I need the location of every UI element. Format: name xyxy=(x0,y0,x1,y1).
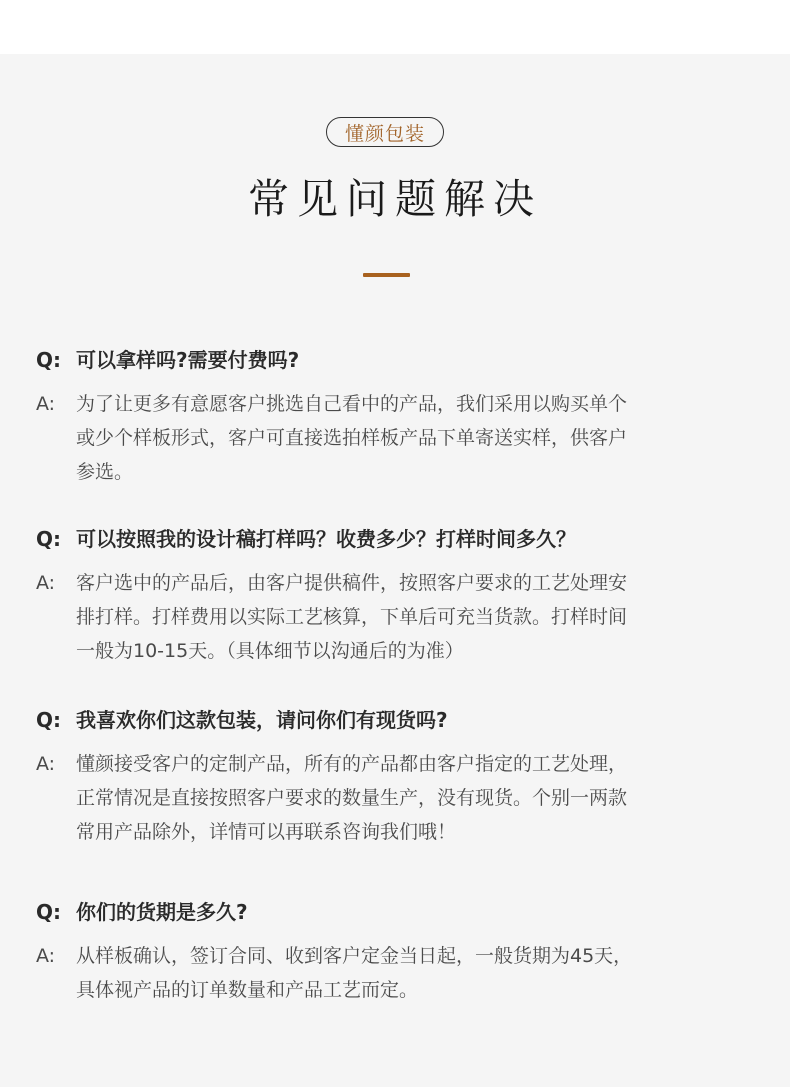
faq-answer xyxy=(36,566,756,668)
faq-answer xyxy=(36,387,756,489)
question-text: 可以拿样吗?需要付费吗? xyxy=(76,348,300,372)
faq-panel xyxy=(0,54,790,1087)
faq-question xyxy=(36,705,756,735)
faq-answer xyxy=(36,747,756,849)
question-prefix: Q: xyxy=(36,348,61,372)
faq-answer xyxy=(36,939,756,1007)
answer-text: 客户选中的产品后，由客户提供稿件，按照客户要求的工艺处理安 排打样。打样费用以实际工艺核算，下单后可充当货款。打样时间 一般为10-15天。（具体细节以沟通后的为准） xyxy=(76,572,628,662)
faq-question xyxy=(36,897,756,927)
faq-question xyxy=(36,524,756,554)
title-underline xyxy=(363,273,410,277)
question-prefix: Q: xyxy=(36,527,61,551)
faq-item xyxy=(36,705,756,849)
faq-item xyxy=(36,524,756,668)
answer-text: 懂颜接受客户的定制产品，所有的产品都由客户指定的工艺处理， 正常情况是直接按照客户要求的数量生产，没有现货。个别一两款 常用产品除外，详情可以再联系咨询我们哦！ xyxy=(76,753,628,843)
answer-prefix: A: xyxy=(36,753,56,775)
question-prefix: Q: xyxy=(36,708,61,732)
faq-question xyxy=(36,345,756,375)
question-text: 你们的货期是多久? xyxy=(76,900,248,924)
question-text: 可以按照我的设计稿打样吗？收费多少？打样时间多久？ xyxy=(76,527,576,551)
answer-prefix: A: xyxy=(36,393,56,415)
question-text: 我喜欢你们这款包装，请问你们有现货吗? xyxy=(76,708,448,732)
brand-badge: 懂颜包装 xyxy=(326,117,444,147)
question-prefix: Q: xyxy=(36,900,61,924)
faq-item xyxy=(36,897,756,1007)
page-title: 常见问题解决 xyxy=(248,175,542,223)
answer-text: 从样板确认，签订合同、收到客户定金当日起，一般货期为45天， 具体视产品的订单数量和产品工艺而定。 xyxy=(76,945,633,1001)
answer-prefix: A: xyxy=(36,945,56,967)
answer-prefix: A: xyxy=(36,572,56,594)
answer-text: 为了让更多有意愿客户挑选自己看中的产品，我们采用以购买单个 或少个样板形式，客户可直接选拍样板产品下单寄送实样，供客户 参选。 xyxy=(76,393,628,483)
top-strip xyxy=(0,0,790,54)
faq-item xyxy=(36,345,756,489)
